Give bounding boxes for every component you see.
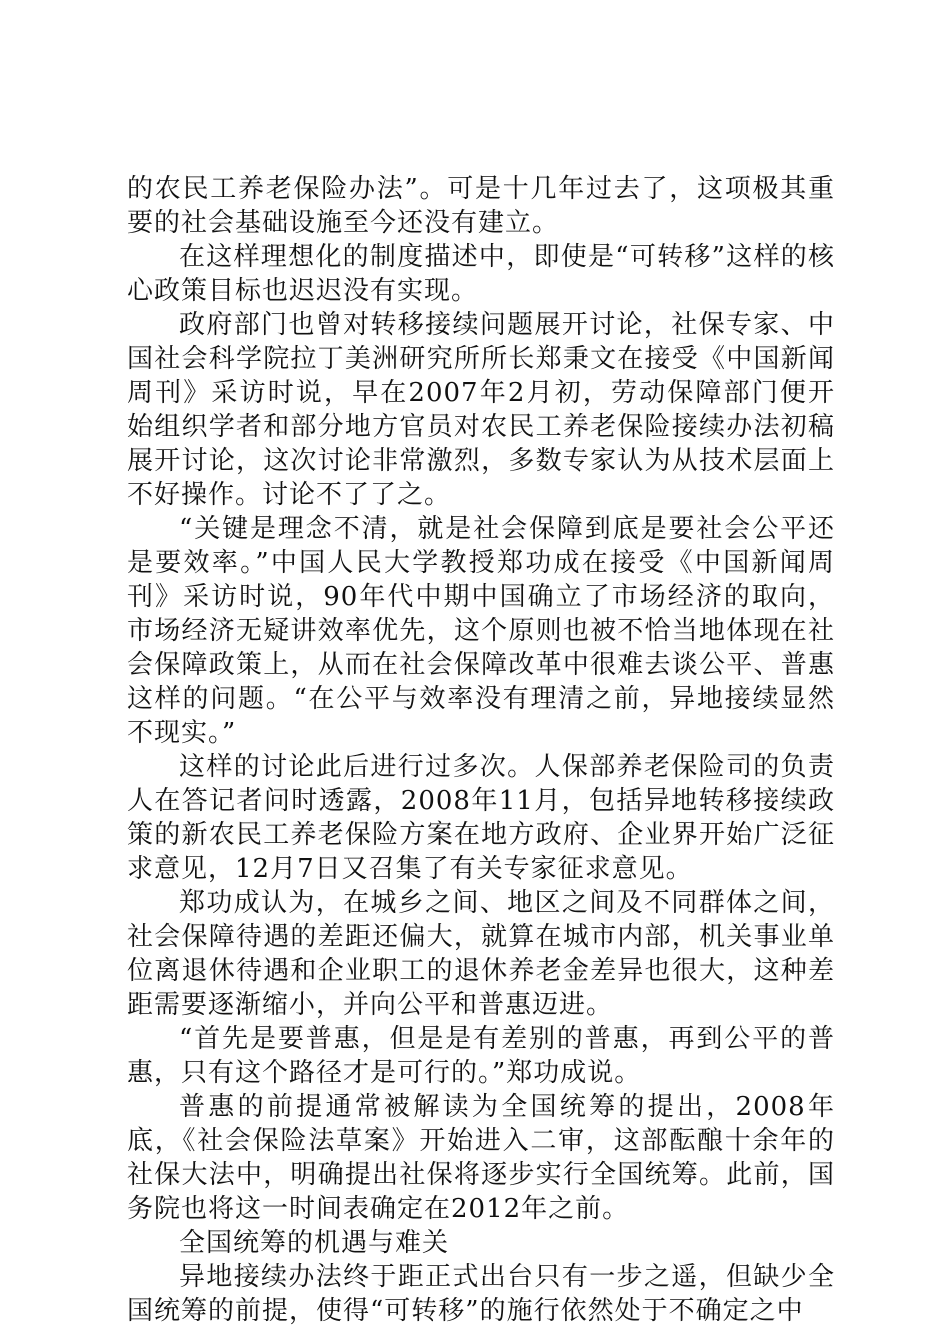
document-body — [127, 172, 835, 1328]
paragraph-later-discussions: 这样的讨论此后进行过多次。人保部养老保险司的负责人在答记者问时透露，2008年11月，包括异地转移接续政策的新农民工养老保险方案在地方政府、企业界开始广泛征求意见，12月7日又召集了有关专家征求意见。 — [127, 752, 835, 884]
paragraph-government-discussion: 政府部门也曾对转移接续问题展开讨论，社保专家、中国社会科学院拉丁美洲研究所所长郑秉文在接受《中国新闻周刊》采访时说，早在2007年2月初，劳动保障部门便开始组织学者和部分地方官员对农民工养老保险接续办法初稿展开讨论，这次讨论非常激烈，多数专家认为从技术层面上不好操作。讨论不了了之。 — [127, 310, 835, 510]
section-heading: 全国统筹的机遇与难关 — [179, 1228, 450, 1258]
paragraph-universal-benefits-quote: “首先是要普惠，但是是有差别的普惠，再到公平的普惠，只有这个路径才是可行的。”郑功成说。 — [127, 1024, 835, 1088]
paragraph-policy-goal: 在这样理想化的制度描述中，即使是“可转移”这样的核心政策目标也迟迟没有实现。 — [127, 242, 835, 306]
paragraph-national-coordination: 普惠的前提通常被解读为全国统筹的提出，2008年底，《社会保险法草案》开始进入二审，这部酝酿十余年的社保大法中，明确提出社保将逐步实行全国统筹。此前，国务院也将这一时间表确定在2012年之前。 — [127, 1092, 835, 1224]
paragraph-benefit-gaps: 郑功成认为，在城乡之间、地区之间及不同群体之间，社会保障待遇的差距还偏大，就算在城市内部，机关事业单位离退休待遇和企业职工的退休养老金差异也很大，这种差距需要逐渐缩小，并向公平和普惠迈进。 — [127, 888, 835, 1020]
paragraph-continuation: 的农民工养老保险办法”。可是十几年过去了，这项极其重要的社会基础设施至今还没有建立。 — [127, 174, 835, 238]
paragraph-uncertainty: 异地接续办法终于距正式出台只有一步之遥，但缺少全国统筹的前提，使得“可转移”的施行依然处于不确定之中 — [127, 1262, 835, 1326]
paragraph-fairness-efficiency: “关键是理念不清，就是社会保障到底是要社会公平还是要效率。”中国人民大学教授郑功成在接受《中国新闻周刊》采访时说，90年代中期中国确立了市场经济的取向，市场经济无疑讲效率优先，这个原则也被不恰当地体现在社会保障政策上，从而在社会保障改革中很难去谈公平、普惠这样的问题。“在公平与效率没有理清之前，异地接续显然不现实。” — [127, 514, 835, 748]
